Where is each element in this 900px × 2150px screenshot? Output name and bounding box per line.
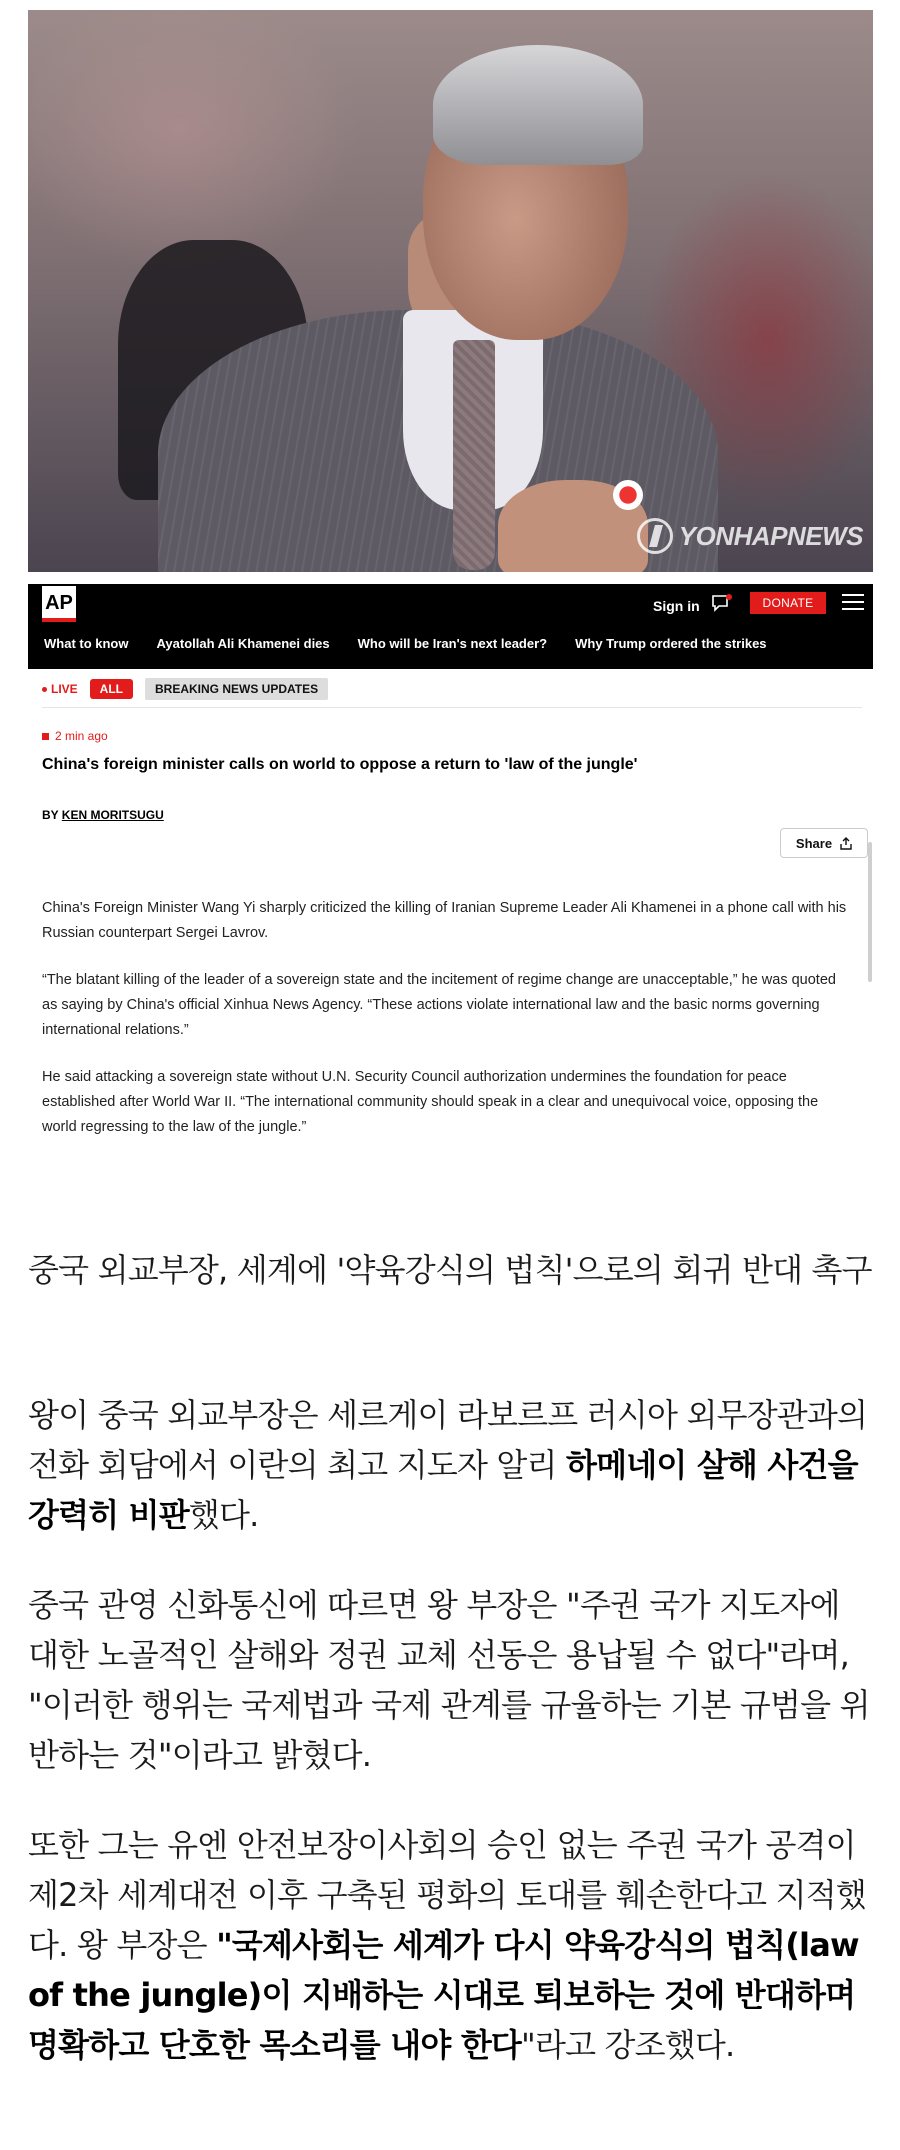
live-label: LIVE xyxy=(51,682,78,696)
photo-tie-shape xyxy=(453,340,495,570)
korean-paragraph-2: 중국 관영 신화통신에 따르면 왕 부장은 "주권 국가 지도자에 대한 노골적인 살해와 정권 교체 선동은 용납될 수 없다"라며, "이러한 행위는 국제법과 국제 관계를 규율하는 기본 규범을 위반하는 것"이라고 밝혔다. xyxy=(28,1586,870,1774)
kr-p1-end: 했다. xyxy=(188,1496,259,1534)
share-button[interactable] xyxy=(780,828,868,858)
ap-paragraph: China's Foreign Minister Wang Yi sharply criticized the killing of Iranian Supreme Leader Ali Khamenei in a phone call with his Russian counterpart Sergei Lavrov. xyxy=(42,900,847,941)
nav-why-trump[interactable]: Why Trump ordered the strikes xyxy=(575,636,767,651)
share-label: Share xyxy=(795,835,833,851)
korean-paragraph-1 xyxy=(28,1390,878,1540)
kr-p3-bold: "국제사회는 세계가 다시 약육강식의 법칙(law of the jungle)이 지배하는 시대로 퇴보하는 것에 반대하며 명확하고 단호한 목소리를 내야 한다 xyxy=(28,1926,859,2064)
photo-hair-shape xyxy=(433,45,643,165)
nav-khamenei-dies[interactable]: Ayatollah Ali Khamenei dies xyxy=(156,636,330,651)
ap-header xyxy=(28,584,873,669)
nav-what-to-know[interactable]: What to know xyxy=(44,636,129,651)
photo-lapel-pin xyxy=(613,480,643,510)
ap-headline[interactable]: China's foreign minister calls on world to oppose a return to 'law of the jungle' xyxy=(42,756,638,773)
ap-logo[interactable]: AP xyxy=(42,586,76,622)
scrollbar[interactable] xyxy=(868,842,872,982)
share-icon xyxy=(840,837,852,850)
news-photo xyxy=(28,10,873,572)
filter-all-chip[interactable]: ALL xyxy=(90,679,133,699)
kr-p1-bold: 하메네이 살해 사건을 강력히 비판 xyxy=(28,1446,858,1534)
live-row xyxy=(42,678,328,700)
donate-button[interactable]: DONATE xyxy=(750,592,826,614)
hamburger-menu-icon[interactable] xyxy=(842,594,864,610)
live-dot-icon xyxy=(42,687,47,692)
ap-article-body xyxy=(42,896,852,1162)
live-indicator xyxy=(42,682,78,696)
kr-p3-text: 또한 그는 유엔 안전보장이사회의 승인 없는 주권 국가 공격이 제2차 세계대전 이후 구축된 평화의 토대를 훼손한다고 지적했다. 왕 부장은 xyxy=(28,1826,866,1964)
chat-icon[interactable] xyxy=(711,594,733,612)
byline-prefix: BY xyxy=(42,808,59,822)
ap-paragraph: “The blatant killing of the leader of a sovereign state and the incitement of regime change are unacceptable,” he was quoted as saying by China's official Xinhua News Agency. “These actions violate international law and the basic norms governing international relations.” xyxy=(42,972,836,1038)
yonhap-logo-icon xyxy=(637,518,673,554)
sign-in-link[interactable]: Sign in xyxy=(653,598,700,614)
byline xyxy=(42,808,164,822)
korean-title: 중국 외교부장, 세계에 '약육강식의 법칙'으로의 회귀 반대 촉구 xyxy=(28,1251,872,1289)
watermark-text: YONHAPNEWS xyxy=(678,520,863,551)
ap-nav xyxy=(44,636,767,651)
time-ago: 2 min ago xyxy=(55,729,108,743)
photo-watermark xyxy=(637,518,863,554)
post-timestamp xyxy=(42,729,108,743)
author-link[interactable]: KEN MORITSUGU xyxy=(61,808,164,822)
korean-paragraph-3 xyxy=(28,1820,878,2070)
ap-paragraph: He said attacking a sovereign state without U.N. Security Council authorization undermines the foundation for peace established after World War II. “The international community should speak in a clear and unequivocal voice, opposing the world regressing to the law of the jungle.” xyxy=(42,1069,819,1135)
nav-next-leader[interactable]: Who will be Iran's next leader? xyxy=(357,636,548,651)
kr-p1-text: 왕이 중국 외교부장은 세르게이 라보르프 러시아 외무장관과의 전화 회담에서 이란의 최고 지도자 알리 xyxy=(28,1396,868,1484)
timestamp-marker-icon xyxy=(42,733,49,740)
filter-breaking-chip[interactable]: BREAKING NEWS UPDATES xyxy=(145,678,328,700)
ap-screenshot xyxy=(28,584,873,1204)
divider xyxy=(42,707,862,708)
kr-p3-end: "라고 강조했다. xyxy=(521,2026,735,2064)
